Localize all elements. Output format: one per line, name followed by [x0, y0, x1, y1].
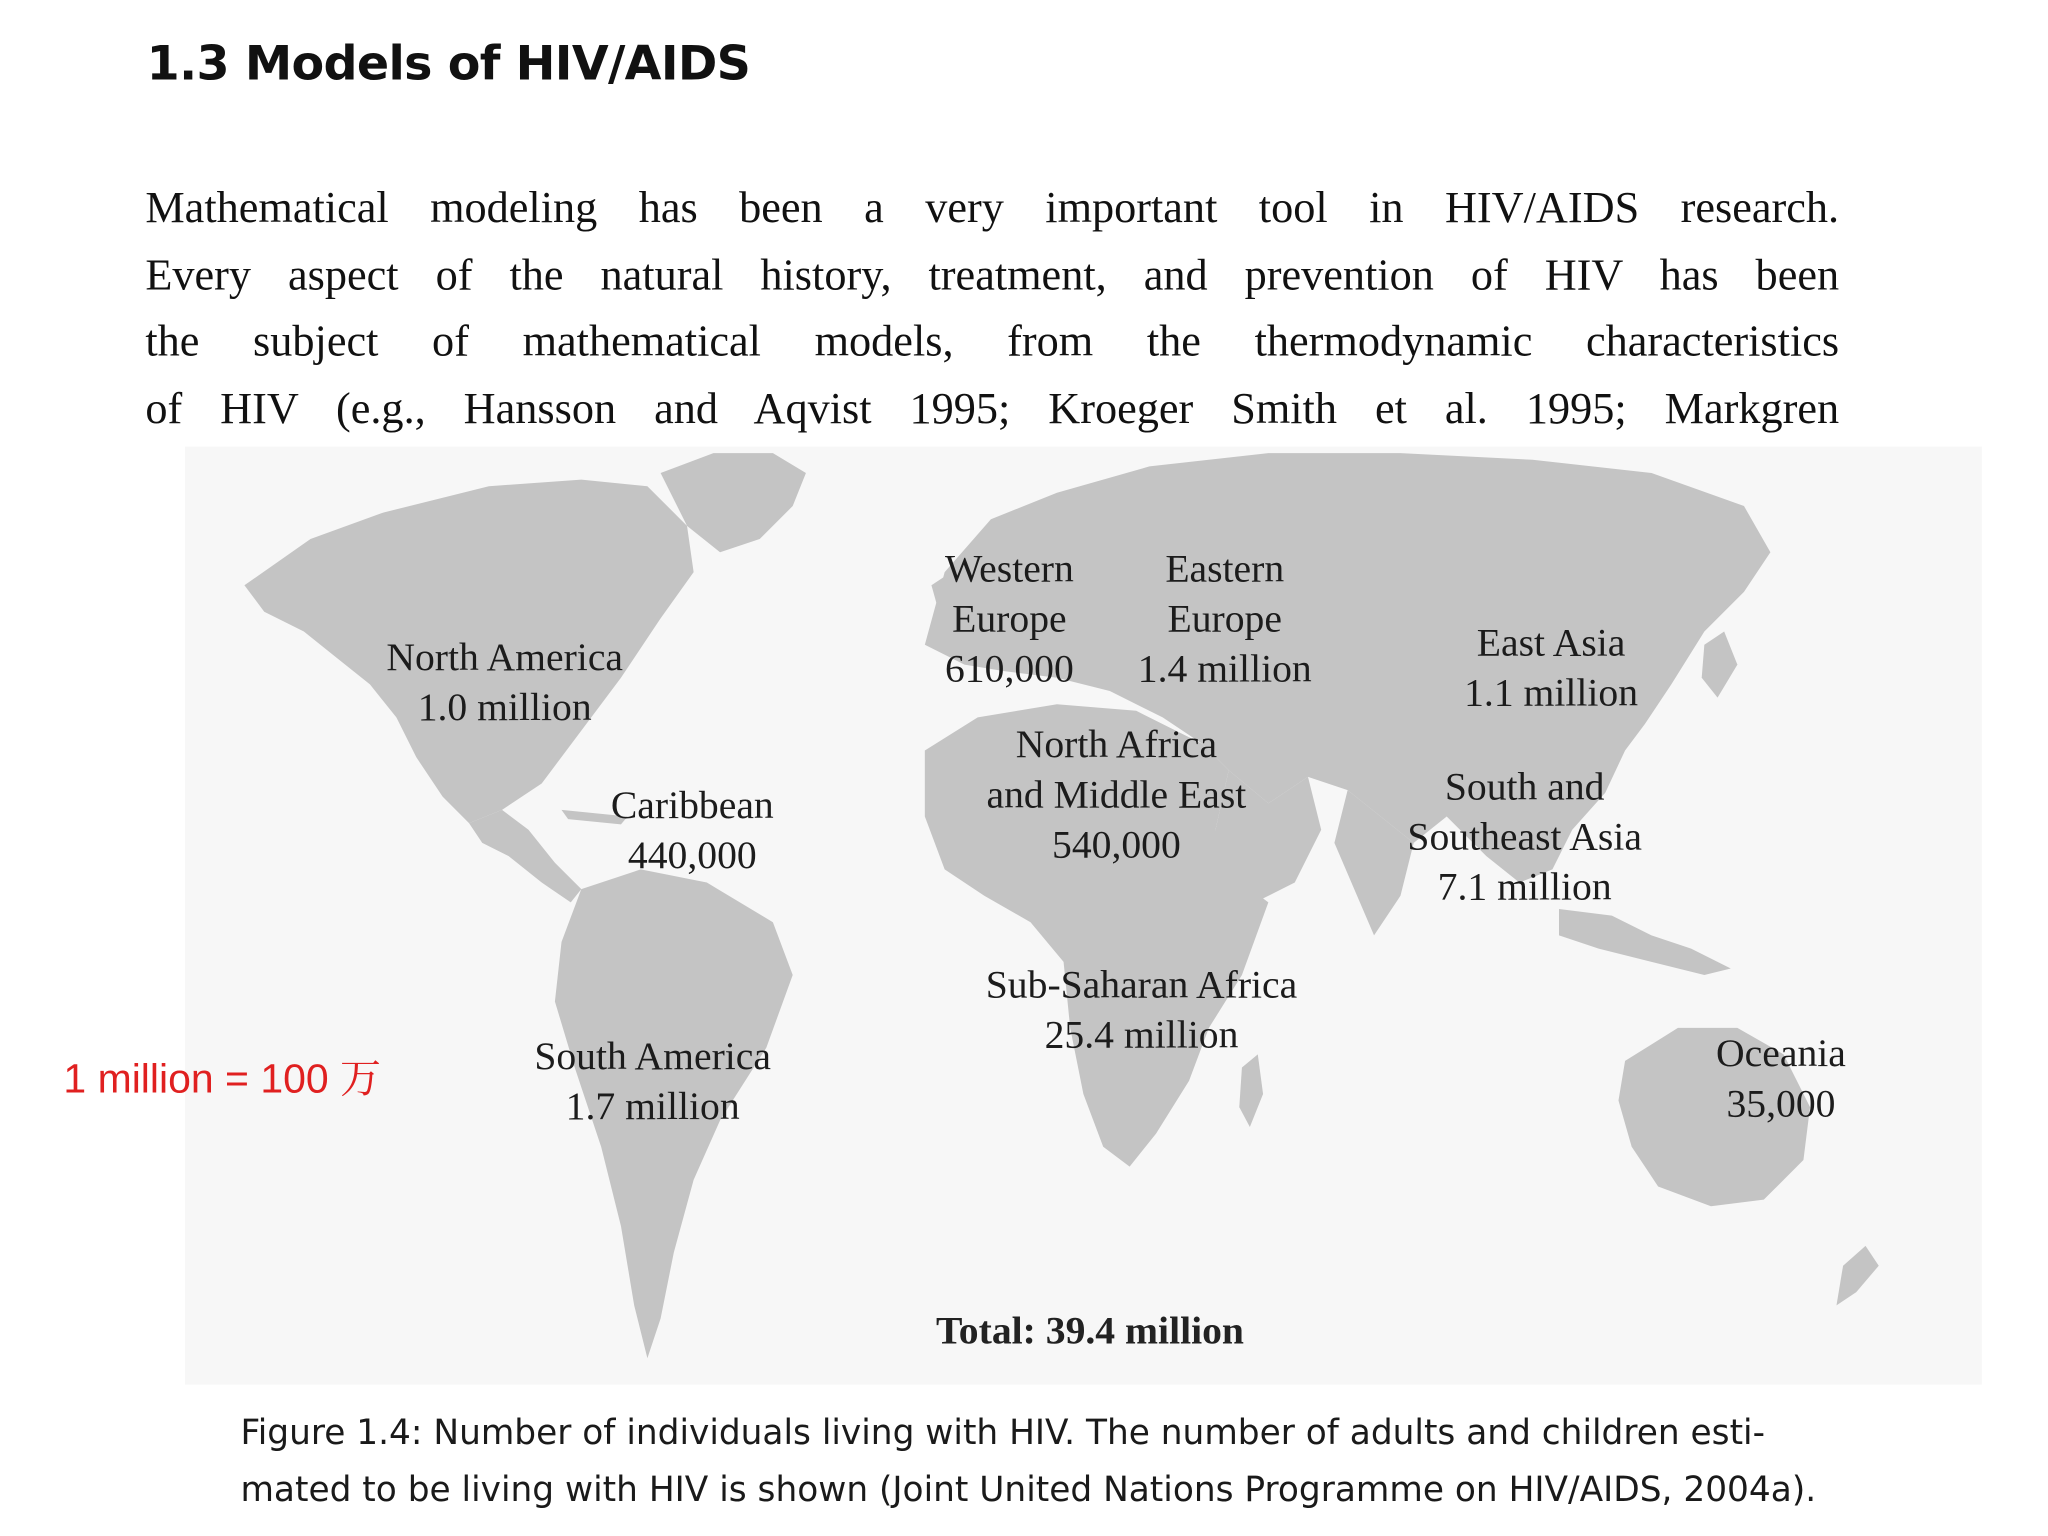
landmass-madagascar [1239, 1054, 1263, 1127]
region-label-north-america [340, 633, 670, 733]
region-value: 35,000 [1726, 1082, 1836, 1126]
region-label-eastern-europe [1112, 544, 1337, 695]
figure-caption [240, 1406, 1944, 1520]
paragraph-line: Mathematical modeling has been a very important tool in HIV/AIDS research. [145, 183, 1840, 233]
region-value: 1.1 million [1464, 671, 1639, 715]
region-label-oceania [1686, 1029, 1876, 1129]
region-name: Sub-Saharan Africa [985, 963, 1298, 1007]
region-value: 440,000 [627, 833, 757, 878]
region-name: South America [534, 1034, 772, 1079]
region-label-sub-saharan-africa [949, 961, 1335, 1061]
region-name: and Middle East [986, 772, 1247, 817]
region-name: Southeast Asia [1407, 815, 1642, 859]
caption-line: mated to be living with HIV is shown (Joint United Nations Programme on HIV/AIDS, 2004a). [240, 1470, 1817, 1511]
region-name: Western [944, 546, 1074, 591]
region-name: North America [386, 635, 624, 680]
paragraph-line: of HIV (e.g., Hansson and Aqvist 1995; Kroeger Smith et al. 1995; Markgren [145, 383, 1840, 433]
map-total: Total: 39.4 million [936, 1309, 1244, 1353]
region-name: Caribbean [610, 783, 774, 828]
landmass-southeast-asia-islands [1559, 909, 1731, 975]
body-paragraph [145, 176, 1839, 443]
region-value: 1.0 million [417, 685, 592, 730]
region-value: 7.1 million [1437, 865, 1612, 909]
region-label-south-america [481, 1032, 825, 1132]
landmass-new-zealand [1836, 1246, 1878, 1305]
region-label-western-europe [920, 544, 1100, 695]
region-label-caribbean [547, 781, 838, 881]
region-label-east-asia [1437, 618, 1664, 718]
region-label-south-southeast-asia [1371, 762, 1678, 913]
region-value: 540,000 [1052, 823, 1181, 867]
region-value: 610,000 [944, 647, 1074, 691]
section-heading: 1.3 Models of HIV/AIDS [146, 36, 751, 92]
paragraph-line: Every aspect of the natural history, treatment, and prevention of HIV has been [145, 250, 1840, 300]
region-name: East Asia [1476, 620, 1626, 665]
region-value: 1.4 million [1137, 647, 1312, 691]
region-name: Eastern [1165, 546, 1285, 591]
caption-line: Figure 1.4: Number of individuals living with HIV. The number of adults and children esti- [240, 1413, 1765, 1454]
paragraph-line: the subject of mathematical models, from the thermodynamic characteristics [145, 317, 1840, 366]
region-name: Europe [1167, 597, 1282, 641]
region-value: 25.4 million [1044, 1013, 1239, 1057]
region-name: Europe [952, 597, 1067, 641]
region-name: North Africa [1015, 722, 1218, 767]
unit-annotation: 1 million = 100 万 [63, 1055, 382, 1102]
region-value: 1.7 million [565, 1084, 740, 1129]
region-name: Oceania [1716, 1031, 1846, 1076]
region-name: South and [1444, 764, 1605, 809]
region-label-north-africa-middle-east [945, 720, 1289, 871]
landmass-japan [1702, 632, 1738, 698]
